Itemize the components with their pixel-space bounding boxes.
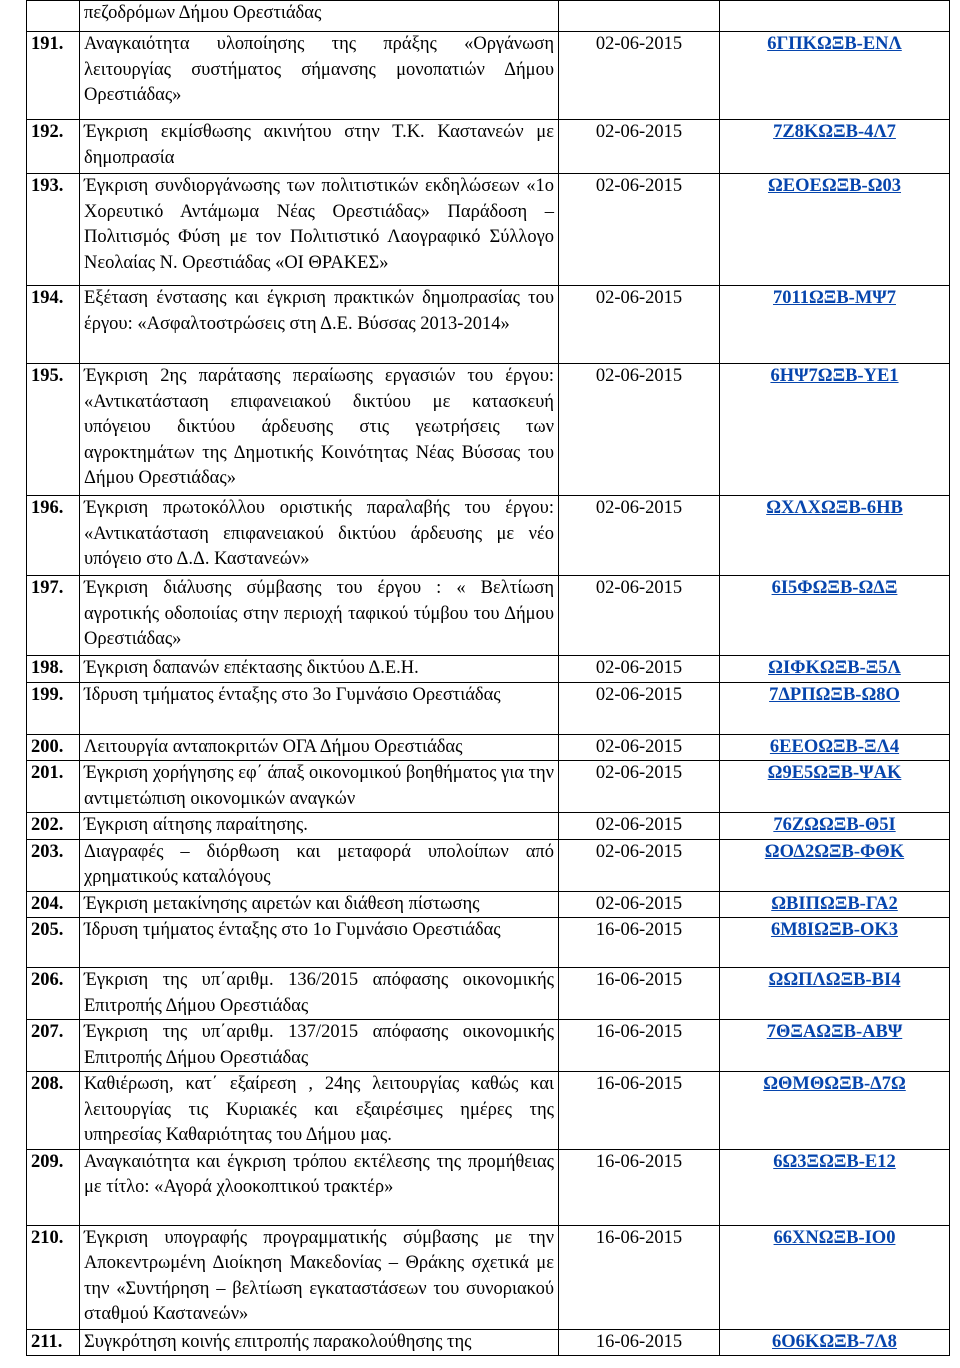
- decision-date: 02-06-2015: [559, 656, 720, 683]
- decision-code-cell: [720, 364, 950, 496]
- table-row: [27, 1149, 950, 1225]
- decision-code-link[interactable]: ΩΒΙΠΩΞΒ-ΓΑ2: [771, 893, 898, 914]
- decision-date: 16-06-2015: [559, 1072, 720, 1150]
- decision-code-cell: [720, 1329, 950, 1356]
- decision-number: 211.: [27, 1329, 80, 1356]
- decision-code-link[interactable]: ΩΙΦΚΩΞΒ-Ξ5Λ: [768, 658, 901, 678]
- decision-code-link[interactable]: 6Ω3ΞΩΞΒ-Ε12: [773, 1151, 896, 1172]
- decision-description: Αναγκαιότητα και έγκριση τρόπου εκτέλεσης της προμήθειας με τίτλο: «Αγορά χλοοκοπτικού τρακτέρ»: [80, 1149, 559, 1225]
- decision-code-cell: [720, 761, 950, 813]
- decision-number: 200.: [27, 734, 80, 761]
- table-row: [27, 120, 950, 174]
- decision-code-cell: [720, 496, 950, 576]
- decision-description: Συγκρότηση κοινής επιτροπής παρακολούθησης της: [80, 1329, 559, 1356]
- decision-date: 02-06-2015: [559, 174, 720, 286]
- decision-date: 16-06-2015: [559, 1329, 720, 1356]
- decision-number: 195.: [27, 364, 80, 496]
- decision-number: 207.: [27, 1020, 80, 1072]
- decision-description: Έγκριση της υπ΄αριθμ. 136/2015 απόφασης οικονομικής Επιτροπής Δήμου Ορεστιάδας: [80, 968, 559, 1020]
- decision-date: 02-06-2015: [559, 813, 720, 840]
- decision-description: Ίδρυση τμήματος ένταξης στο 1ο Γυμνάσιο Ορεστιάδας: [80, 918, 559, 968]
- table-row: [27, 656, 950, 683]
- decision-description: Έγκριση μετακίνησης αιρετών και διάθεση πίστωσης: [80, 891, 559, 918]
- decision-date: 16-06-2015: [559, 1020, 720, 1072]
- decision-number: 192.: [27, 120, 80, 174]
- decision-date: 02-06-2015: [559, 839, 720, 891]
- decision-code-link[interactable]: 7ΘΞΑΩΞΒ-ΑΒΨ: [766, 1022, 903, 1042]
- decision-description: Έγκριση χορήγησης εφ΄ άπαξ οικονομικού βοηθήματος για την αντιμετώπιση οικονομικών αναγκών: [80, 761, 559, 813]
- decision-code-cell: [720, 1149, 950, 1225]
- table-row: [27, 813, 950, 840]
- decision-number: 199.: [27, 682, 80, 734]
- decision-code-cell: [720, 813, 950, 840]
- decision-description: Διαγραφές – διόρθωση και μεταφορά υπολοίπων από χρηματικούς καταλόγους: [80, 839, 559, 891]
- decision-date: 16-06-2015: [559, 1149, 720, 1225]
- table-row: [27, 1225, 950, 1329]
- decision-number: 201.: [27, 761, 80, 813]
- decision-code-cell: [720, 286, 950, 364]
- decision-date: 02-06-2015: [559, 734, 720, 761]
- decision-code-cell: [720, 120, 950, 174]
- decision-code-link[interactable]: ΩΕΟΕΩΞΒ-Ω03: [767, 176, 902, 196]
- decision-description: Έγκριση συνδιοργάνωσης των πολιτιστικών εκδηλώσεων «1ο Χορευτικό Αντάμωμα Νέας Ορεστιάδας» Παράδοση – Πολιτισμός Φύση με τον Πολιτιστικό Λαογραφικό Σύλλογο Νεολαίας Ν. Ορεστιάδας «ΟΙ ΘΡΑΚΕΣ»: [80, 174, 559, 286]
- table-row: [27, 1, 950, 32]
- decision-number: 197.: [27, 576, 80, 656]
- decision-code-cell: [720, 656, 950, 683]
- decision-code-link[interactable]: ΩΧΛΧΩΞΒ-6ΗΒ: [766, 498, 903, 518]
- decision-code-link[interactable]: 6ΓΠΚΩΞΒ-ΕΝΛ: [767, 34, 902, 54]
- decision-code-cell: [720, 1, 950, 32]
- table-row: [27, 364, 950, 496]
- decision-description: Έγκριση πρωτοκόλλου οριστικής παραλαβής του έργου: «Αντικατάσταση επιφανειακού δικτύου άρδευσης με νέο υπόγειο στο Δ.Δ. Καστανεών»: [80, 496, 559, 576]
- table-row: [27, 968, 950, 1020]
- decision-date: 16-06-2015: [559, 1225, 720, 1329]
- table-row: [27, 1329, 950, 1356]
- decision-code-link[interactable]: 76ΖΩΩΞΒ-Θ5Ι: [773, 815, 896, 835]
- decision-number: 193.: [27, 174, 80, 286]
- table-row: [27, 839, 950, 891]
- decision-date: 02-06-2015: [559, 682, 720, 734]
- decision-code-cell: [720, 839, 950, 891]
- decision-code-cell: [720, 1072, 950, 1150]
- decision-date: 02-06-2015: [559, 576, 720, 656]
- table-row: [27, 761, 950, 813]
- decision-description: Έγκριση της υπ΄αριθμ. 137/2015 απόφασης οικονομικής Επιτροπής Δήμου Ορεστιάδας: [80, 1020, 559, 1072]
- decision-description: Έγκριση διάλυσης σύμβασης του έργου : « Βελτίωση αγροτικής οδοποιίας στην περιοχή ταφικού τύμβου του Δήμου Ορεστιάδας»: [80, 576, 559, 656]
- decision-number: 209.: [27, 1149, 80, 1225]
- table-row: [27, 918, 950, 968]
- decision-code-link[interactable]: 66ΧΝΩΞΒ-ΙΟ0: [773, 1227, 896, 1248]
- table-row: [27, 1072, 950, 1150]
- decision-number: [27, 1, 80, 32]
- decision-code-link[interactable]: ΩΘΜΘΩΞΒ-Δ7Ω: [763, 1074, 906, 1094]
- decision-date: 02-06-2015: [559, 496, 720, 576]
- table-row: [27, 496, 950, 576]
- decision-date: 02-06-2015: [559, 891, 720, 918]
- decision-description: Έγκριση 2ης παράτασης περαίωσης εργασιών του έργου: «Αντικατάσταση επιφανειακού δικτύου με κατασκευή υπόγειου δικτύου άρδευσης στις γεωτρήσεις των αγροκτημάτων της Δημοτικής Κοινότητας Νέας Βύσσας του Δήμου Ορεστιάδας»: [80, 364, 559, 496]
- decision-description: Αναγκαιότητα υλοποίησης της πράξης «Οργάνωση λειτουργίας συστήματος σήμανσης μονοπατιών Δήμου Ορεστιάδας»: [80, 32, 559, 120]
- decision-code-cell: [720, 682, 950, 734]
- table-row: [27, 32, 950, 120]
- decision-date: 02-06-2015: [559, 32, 720, 120]
- decision-description: Καθιέρωση, κατ΄ εξαίρεση , 24ης λειτουργίας καθώς και λειτουργίας τις Κυριακές και εξαιρέσιμες ημέρες της υπηρεσίας Καθαριότητας του Δήμου μας.: [80, 1072, 559, 1150]
- decision-date: 16-06-2015: [559, 968, 720, 1020]
- decision-code-cell: [720, 918, 950, 968]
- decision-code-cell: [720, 576, 950, 656]
- decision-code-cell: [720, 1020, 950, 1072]
- decision-code-link[interactable]: 7011ΩΞΒ-ΜΨ7: [773, 288, 896, 308]
- decision-code-cell: [720, 968, 950, 1020]
- decision-code-link[interactable]: ΩΩΠΛΩΞΒ-ΒΙ4: [768, 970, 901, 990]
- decision-code-cell: [720, 1225, 950, 1329]
- decision-code-link[interactable]: 6ΕΕΟΩΞΒ-ΞΛ4: [769, 736, 900, 757]
- decision-code-cell: [720, 734, 950, 761]
- table-row: [27, 174, 950, 286]
- decision-description: Ίδρυση τμήματος ένταξης στο 3ο Γυμνάσιο Ορεστιάδας: [80, 682, 559, 734]
- decision-number: 210.: [27, 1225, 80, 1329]
- table-row: [27, 576, 950, 656]
- decision-code-link[interactable]: 6Ο6ΚΩΞΒ-7Λ8: [772, 1331, 897, 1352]
- decision-code-link[interactable]: 6Ι5ΦΩΞΒ-ΩΔΞ: [771, 578, 898, 598]
- decision-description: πεζοδρόμων Δήμου Ορεστιάδας: [80, 1, 559, 32]
- decision-date: 02-06-2015: [559, 286, 720, 364]
- decision-date: [559, 1, 720, 32]
- decision-number: 196.: [27, 496, 80, 576]
- table-row: [27, 286, 950, 364]
- decision-code-cell: [720, 32, 950, 120]
- decision-code-link[interactable]: ΩΟΔ2ΩΞΒ-ΦΘΚ: [764, 841, 905, 862]
- decision-description: Έγκριση υπογραφής προγραμματικής σύμβασης με την Αποκεντρωμένη Διοίκηση Μακεδονίας – Θράκης σχετικά με την «Συντήρηση – βελτίωση εγκαταστάσεων του συνοριακού σταθμού Καστανεών»: [80, 1225, 559, 1329]
- decision-number: 208.: [27, 1072, 80, 1150]
- decision-number: 203.: [27, 839, 80, 891]
- decision-number: 198.: [27, 656, 80, 683]
- decision-date: 02-06-2015: [559, 364, 720, 496]
- decision-code-link[interactable]: 6Μ8ΙΩΞΒ-ΟΚ3: [770, 920, 899, 940]
- decision-number: 204.: [27, 891, 80, 918]
- decision-description: Έγκριση εκμίσθωσης ακινήτου στην Τ.Κ. Καστανεών με δημοπρασία: [80, 120, 559, 174]
- decision-description: Έγκριση δαπανών επέκτασης δικτύου Δ.Ε.Η.: [80, 656, 559, 683]
- decision-date: 02-06-2015: [559, 120, 720, 174]
- table-row: [27, 891, 950, 918]
- decisions-table: [26, 0, 950, 1356]
- decision-code-link[interactable]: 6ΗΨ7ΩΞΒ-ΥΕ1: [770, 366, 899, 386]
- decisions-table-body: [27, 1, 950, 1356]
- decision-code-link[interactable]: 7ΔΡΠΩΞΒ-Ω8Ο: [769, 684, 900, 705]
- decision-code-link[interactable]: 7Ζ8ΚΩΞΒ-4Λ7: [773, 122, 896, 142]
- decision-code-cell: [720, 174, 950, 286]
- decision-date: 02-06-2015: [559, 761, 720, 813]
- decision-code-link[interactable]: Ω9Ε5ΩΞΒ-ΨΑΚ: [767, 763, 902, 783]
- decision-number: 205.: [27, 918, 80, 968]
- decision-number: 206.: [27, 968, 80, 1020]
- decision-date: 16-06-2015: [559, 918, 720, 968]
- table-row: [27, 734, 950, 761]
- table-row: [27, 682, 950, 734]
- table-row: [27, 1020, 950, 1072]
- decision-code-cell: [720, 891, 950, 918]
- decision-number: 194.: [27, 286, 80, 364]
- decision-number: 202.: [27, 813, 80, 840]
- decision-description: Έγκριση αίτησης παραίτησης.: [80, 813, 559, 840]
- decision-description: Λειτουργία ανταποκριτών ΟΓΑ Δήμου Ορεστιάδας: [80, 734, 559, 761]
- decision-description: Εξέταση ένστασης και έγκριση πρακτικών δημοπρασίας του έργου: «Ασφαλτοστρώσεις στη Δ.Ε. Βύσσας 2013-2014»: [80, 286, 559, 364]
- decision-number: 191.: [27, 32, 80, 120]
